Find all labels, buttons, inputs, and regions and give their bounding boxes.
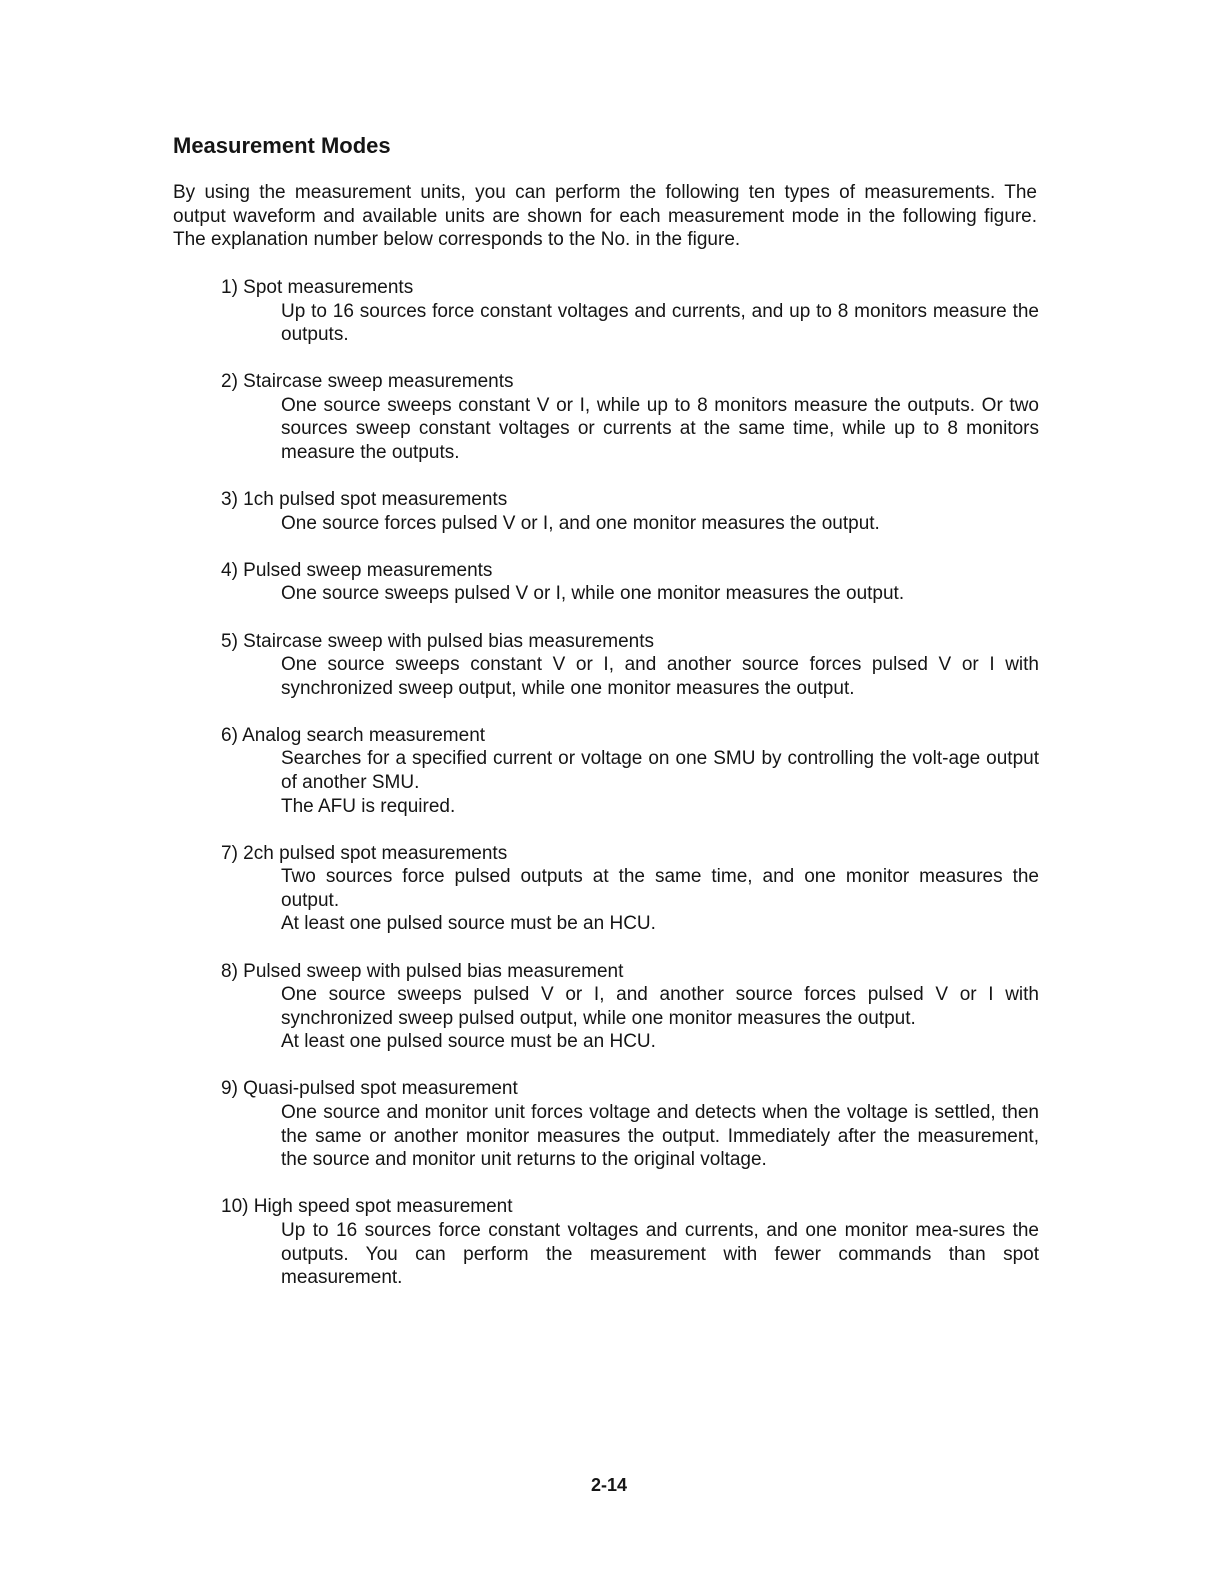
mode-title: 9) Quasi-pulsed spot measurement <box>221 1078 518 1100</box>
intro-paragraph: By using the measurement units, you can perform the following ten types of measurements. The output waveform and available units are shown for each measurement mode in the following figure. The explanation number below corresponds to the No. in the figure. <box>173 182 1037 251</box>
description-line: Two sources force pulsed outputs at the same time, and one monitor measures the output. <box>281 866 1039 911</box>
list-item <box>221 1077 1039 1171</box>
mode-description <box>281 582 1039 606</box>
description-line: Up to 16 sources force constant voltages and currents, and up to 8 monitors measure the outputs. <box>281 300 1039 346</box>
mode-title: 1) Spot measurements <box>221 277 414 298</box>
mode-description <box>281 300 1039 347</box>
description-note: At least one pulsed source must be an HCU. <box>281 1031 656 1053</box>
measurement-modes-list <box>221 276 1039 1313</box>
list-item <box>221 630 1039 701</box>
mode-title: 2) Staircase sweep measurements <box>221 371 514 393</box>
list-item <box>221 370 1039 464</box>
mode-title: 8) Pulsed sweep with pulsed bias measurement <box>221 960 624 982</box>
mode-description <box>281 512 1039 536</box>
mode-title: 6) Analog search measurement <box>221 724 486 746</box>
description-note: At least one pulsed source must be an HCU. <box>281 913 656 935</box>
list-item <box>221 488 1039 535</box>
mode-description <box>281 983 1039 1054</box>
mode-description <box>281 1101 1039 1172</box>
mode-title: 3) 1ch pulsed spot measurements <box>221 489 508 511</box>
mode-title: 10) High speed spot measurement <box>221 1196 513 1218</box>
description-note: The AFU is required. <box>281 795 456 817</box>
description-line: One source forces pulsed V or I, and one monitor measures the output. <box>281 512 880 534</box>
list-item <box>221 842 1039 936</box>
list-item <box>221 276 1039 347</box>
description-line: One source sweeps constant V or I, and another source forces pulsed V or I with synchronized sweep output, while one monitor measures the output. <box>281 654 1039 699</box>
description-line: One source and monitor unit forces voltage and detects when the voltage is settled, then the same or another monitor measures the output. Immediately after the measurement, the source and monitor unit returns to the original voltage. <box>281 1102 1039 1171</box>
mode-description <box>281 653 1039 700</box>
list-item <box>221 724 1039 818</box>
section-heading: Measurement Modes <box>173 133 391 158</box>
mode-description <box>281 394 1039 465</box>
description-line: One source sweeps pulsed V or I, while one monitor measures the output. <box>281 583 905 605</box>
description-line: One source sweeps pulsed V or I, and another source forces pulsed V or I with synchronized sweep pulsed output, while one monitor measures the output. <box>281 984 1039 1029</box>
mode-description <box>281 747 1039 818</box>
mode-description <box>281 1219 1039 1290</box>
mode-title: 5) Staircase sweep with pulsed bias measurements <box>221 630 654 652</box>
list-item <box>221 960 1039 1054</box>
mode-title: 7) 2ch pulsed spot measurements <box>221 842 508 864</box>
description-line: One source sweeps constant V or I, while up to 8 monitors measure the outputs. Or two sources sweep constant voltages or currents at the same time, while up to 8 monitors measure the outputs. <box>281 394 1039 464</box>
page-number: 2-14 <box>590 1475 628 1495</box>
mode-description <box>281 865 1039 936</box>
list-item <box>221 559 1039 606</box>
mode-title: 4) Pulsed sweep measurements <box>221 559 493 581</box>
list-item <box>221 1195 1039 1289</box>
description-line: Up to 16 sources force constant voltages and currents, and one monitor mea-sures the outputs. You can perform the measurement with fewer commands than spot measurement. <box>281 1219 1039 1289</box>
description-line: Searches for a specified current or voltage on one SMU by controlling the volt-age output of another SMU. <box>281 748 1039 793</box>
